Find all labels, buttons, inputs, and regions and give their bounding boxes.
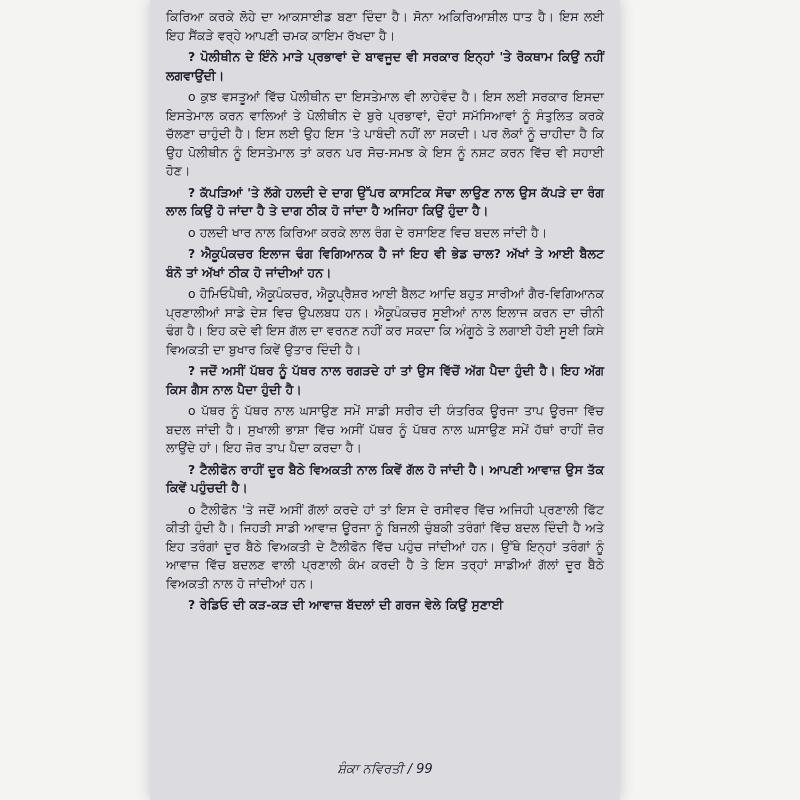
page-body — [166, 8, 604, 618]
book-page — [150, 0, 620, 800]
page-footer: ਸ਼ੰਕਾ ਨਵਿਰਤੀ / 99 — [337, 762, 433, 777]
answer-turmeric-stain: o ਹਲਦੀ ਖਾਰ ਨਾਲ ਕਿਰਿਆ ਕਰਕੇ ਲਾਲ ਰੰਗ ਦੇ ਰਸਾਇਣ ਵਿਚ ਬਦਲ ਜਾਂਦੀ ਹੈ। — [188, 224, 548, 240]
question-stone-fire: ? ਜਦੋਂ ਅਸੀਂ ਪੱਥਰ ਨੂੰ ਪੱਥਰ ਨਾਲ ਰਗੜਦੇ ਹਾਂ ਤਾਂ ਉਸ ਵਿੱਚੋਂ ਅੱਗ ਪੈਦਾ ਹੁੰਦੀ ਹੈ। ਇਹ ਅੱਗ ਕਿਸ ਗੈਸ ਨਾਲ ਪੈਦਾ ਹੁੰਦੀ ਹੈ। — [166, 363, 604, 397]
answer-acupuncture: o ਹੋਮਿਓਪੈਥੀ, ਐਕੂਪੰਕਚਰ, ਐਕੂਪ੍ਰੈਸ਼ਰ ਆਈ ਬੈਲਟ ਆਦਿ ਬਹੁਤ ਸਾਰੀਆਂ ਗੈਰ-ਵਿਗਿਆਨਕ ਪ੍ਰਣਾਲੀਆਂ ਸਾਡੇ ਦੇਸ਼ ਵਿਚ ਉਪਲਬਧ ਹਨ। ਐਕੂਪੰਕਚਰ ਸੂਈਆਂ ਨਾਲ ਇਲਾਜ ਕਰਨ ਦਾ ਚੀਨੀ ਢੰਗ ਹੈ। ਇਹ ਕਦੇ ਵੀ ਇਸ ਗੱਲ ਦਾ ਵਰਨਣ ਨਹੀਂ ਕਰ ਸਕਦਾ ਕਿ ਅੰਗੂਠੇ ਤੇ ਲਗਾਈ ਹੋਈ ਸੂਈ ਕਿਸੇ ਵਿਅਕਤੀ ਦਾ ਬੁਖਾਰ ਕਿਵੇਂ ਉਤਾਰ ਦਿੰਦੀ ਹੈ। — [166, 286, 604, 357]
question-radio-noise: ? ਰੇਡਿਓ ਦੀ ਕੜ-ਕੜ ਦੀ ਆਵਾਜ਼ ਬੱਦਲਾਂ ਦੀ ਗਰਜ ਵੇਲੇ ਕਿਉਂ ਸੁਣਾਈ — [188, 597, 504, 612]
answer-telephone: o ਟੈਲੀਫੋਨ 'ਤੇ ਜਦੋਂ ਅਸੀਂ ਗੱਲਾਂ ਕਰਦੇ ਹਾਂ ਤਾਂ ਇਸ ਦੇ ਰਸੀਵਰ ਵਿੱਚ ਅਜਿਹੀ ਪ੍ਰਣਾਲੀ ਫਿੱਟ ਕੀਤੀ ਹੁੰਦੀ ਹੈ। ਜਿਹੜੀ ਸਾਡੀ ਆਵਾਜ਼ ਊਰਜਾ ਨੂੰ ਬਿਜਲੀ ਚੁੰਬਕੀ ਤਰੰਗਾਂ ਵਿੱਚ ਬਦਲ ਦਿੰਦੀ ਹੈ ਅਤੇ ਇਹ ਤਰੰਗਾਂ ਦੂਰ ਬੈਠੇ ਵਿਅਕਤੀ ਦੇ ਟੈਲੀਫੋਨ ਵਿੱਚ ਪਹੁੰਚ ਜਾਂਦੀਆਂ ਹਨ। ਉੱਥੇ ਇਨ੍ਹਾਂ ਤਰੰਗਾਂ ਨੂੰ ਆਵਾਜ਼ ਵਿੱਚ ਬਦਲਣ ਵਾਲੀ ਪ੍ਰਣਾਲੀ ਕੰਮ ਕਰਦੀ ਹੈ ਤੇ ਇਸ ਤਰ੍ਹਾਂ ਸਾਡੀਆਂ ਗੱਲਾਂ ਦੂਰ ਬੈਠੇ ਵਿਅਕਤੀ ਨਾਲ ਹੋ ਜਾਂਦੀਆਂ ਹਨ। — [166, 501, 604, 591]
answer-stone-fire: o ਪੱਥਰ ਨੂੰ ਪੱਥਰ ਨਾਲ ਘਸਾਉਣ ਸਮੇਂ ਸਾਡੀ ਸਰੀਰ ਦੀ ਯੰਤਰਿਕ ਊਰਜਾ ਤਾਪ ਊਰਜਾ ਵਿੱਚ ਬਦਲ ਜਾਂਦੀ ਹੈ। ਸੁਖਾਲੀ ਭਾਸ਼ਾ ਵਿੱਚ ਅਸੀਂ ਪੱਥਰ ਨੂੰ ਪੱਥਰ ਨਾਲ ਘਸਾਉਣ ਸਮੇਂ ਹੱਥਾਂ ਰਾਹੀਂ ਜ਼ੋਰ ਲਾਉਂਦੇ ਹਾਂ। ਇਹ ਜ਼ੋਰ ਤਾਪ ਪੈਦਾ ਕਰਦਾ ਹੈ। — [166, 403, 604, 455]
question-turmeric-stain: ? ਕੱਪੜਿਆਂ 'ਤੇ ਲੱਗੇ ਹਲਦੀ ਦੇ ਦਾਗ ਉੱਪਰ ਕਾਸਟਿਕ ਸੋਢਾ ਲਾਉਣ ਨਾਲ ਉਸ ਕੱਪੜੇ ਦਾ ਰੰਗ ਲਾਲ ਕਿਉਂ ਹੋ ਜਾਂਦਾ ਹੈ ਤੇ ਦਾਗ ਠੀਕ ਹੋ ਜਾਂਦਾ ਹੈ ਅਜਿਹਾ ਕਿਉਂ ਹੁੰਦਾ ਹੈ। — [166, 184, 604, 218]
question-polythene: ? ਪੋਲੀਥੀਨ ਦੇ ਇੰਨੇ ਮਾੜੇ ਪ੍ਰਭਾਵਾਂ ਦੇ ਬਾਵਜੂਦ ਵੀ ਸਰਕਾਰ ਇਨ੍ਹਾਂ 'ਤੇ ਰੋਕਥਾਮ ਕਿਉਂ ਨਹੀਂ ਲਗਵਾਉਂਦੀ। — [166, 49, 604, 83]
paragraph-continuation: ਕਿਰਿਆ ਕਰਕੇ ਲੋਹੇ ਦਾ ਆਕਸਾਈਡ ਬਣਾ ਦਿੰਦਾ ਹੈ। ਸੋਨਾ ਅਕਿਰਿਆਸ਼ੀਲ ਧਾਤ ਹੈ। ਇਸ ਲਈ ਇਹ ਸੈਂਕੜੇ ਵਰ੍ਹੇ ਆਪਣੀ ਚਮਕ ਕਾਇਮ ਰੱਖਦਾ ਹੈ। — [166, 9, 604, 43]
question-acupuncture: ? ਐਕੂਪੰਕਚਰ ਇਲਾਜ ਢੰਗ ਵਿਗਿਆਨਕ ਹੈ ਜਾਂ ਇਹ ਵੀ ਭੇਡ ਚਾਲ? ਅੱਖਾਂ ਤੇ ਆਈ ਬੈਲਟ ਬੰਨੋ ਤਾਂ ਅੱਖਾਂ ਠੀਕ ਹੋ ਜਾਂਦੀਆਂ ਹਨ। — [166, 246, 604, 280]
answer-polythene: o ਕੁਝ ਵਸਤੂਆਂ ਵਿੱਚ ਪੋਲੀਥੀਨ ਦਾ ਇਸਤੇਮਾਲ ਵੀ ਲਾਹੇਵੰਦ ਹੈ। ਇਸ ਲਈ ਸਰਕਾਰ ਇਸਦਾ ਇਸਤੇਮਾਲ ਕਰਨ ਵਾਲਿਆਂ ਤੇ ਪੋਲੀਥੀਨ ਦੇ ਬੁਰੇ ਪ੍ਰਭਾਵਾਂ, ਦੋਹਾਂ ਸਮੱਸਿਆਵਾਂ ਨੂੰ ਸੰਤੁਲਿਤ ਕਰਕੇ ਚੱਲਣਾ ਚਾਹੁੰਦੀ ਹੈ। ਇਸ ਲਈ ਉਹ ਇਸ 'ਤੇ ਪਾਬੰਦੀ ਨਹੀਂ ਲਾ ਸਕਦੀ। ਪਰ ਲੋਕਾਂ ਨੂੰ ਚਾਹੀਦਾ ਹੈ ਕਿ ਉਹ ਪੋਲੀਥੀਨ ਨੂੰ ਇਸਤੇਮਾਲ ਤਾਂ ਕਰਨ ਪਰ ਸੋਚ-ਸਮਝ ਕੇ ਇਸ ਨੂੰ ਨਸ਼ਟ ਕਰਨ ਵਿੱਚ ਵੀ ਸਹਾਈ ਹੋਣ। — [166, 89, 604, 178]
question-telephone: ? ਟੈਲੀਫੋਨ ਰਾਹੀਂ ਦੂਰ ਬੈਠੇ ਵਿਅਕਤੀ ਨਾਲ ਕਿਵੇਂ ਗੱਲ ਹੋ ਜਾਂਦੀ ਹੈ। ਆਪਣੀ ਆਵਾਜ਼ ਉਸ ਤੱਕ ਕਿਵੇਂ ਪਹੁੰਚਦੀ ਹੈ। — [166, 461, 604, 495]
